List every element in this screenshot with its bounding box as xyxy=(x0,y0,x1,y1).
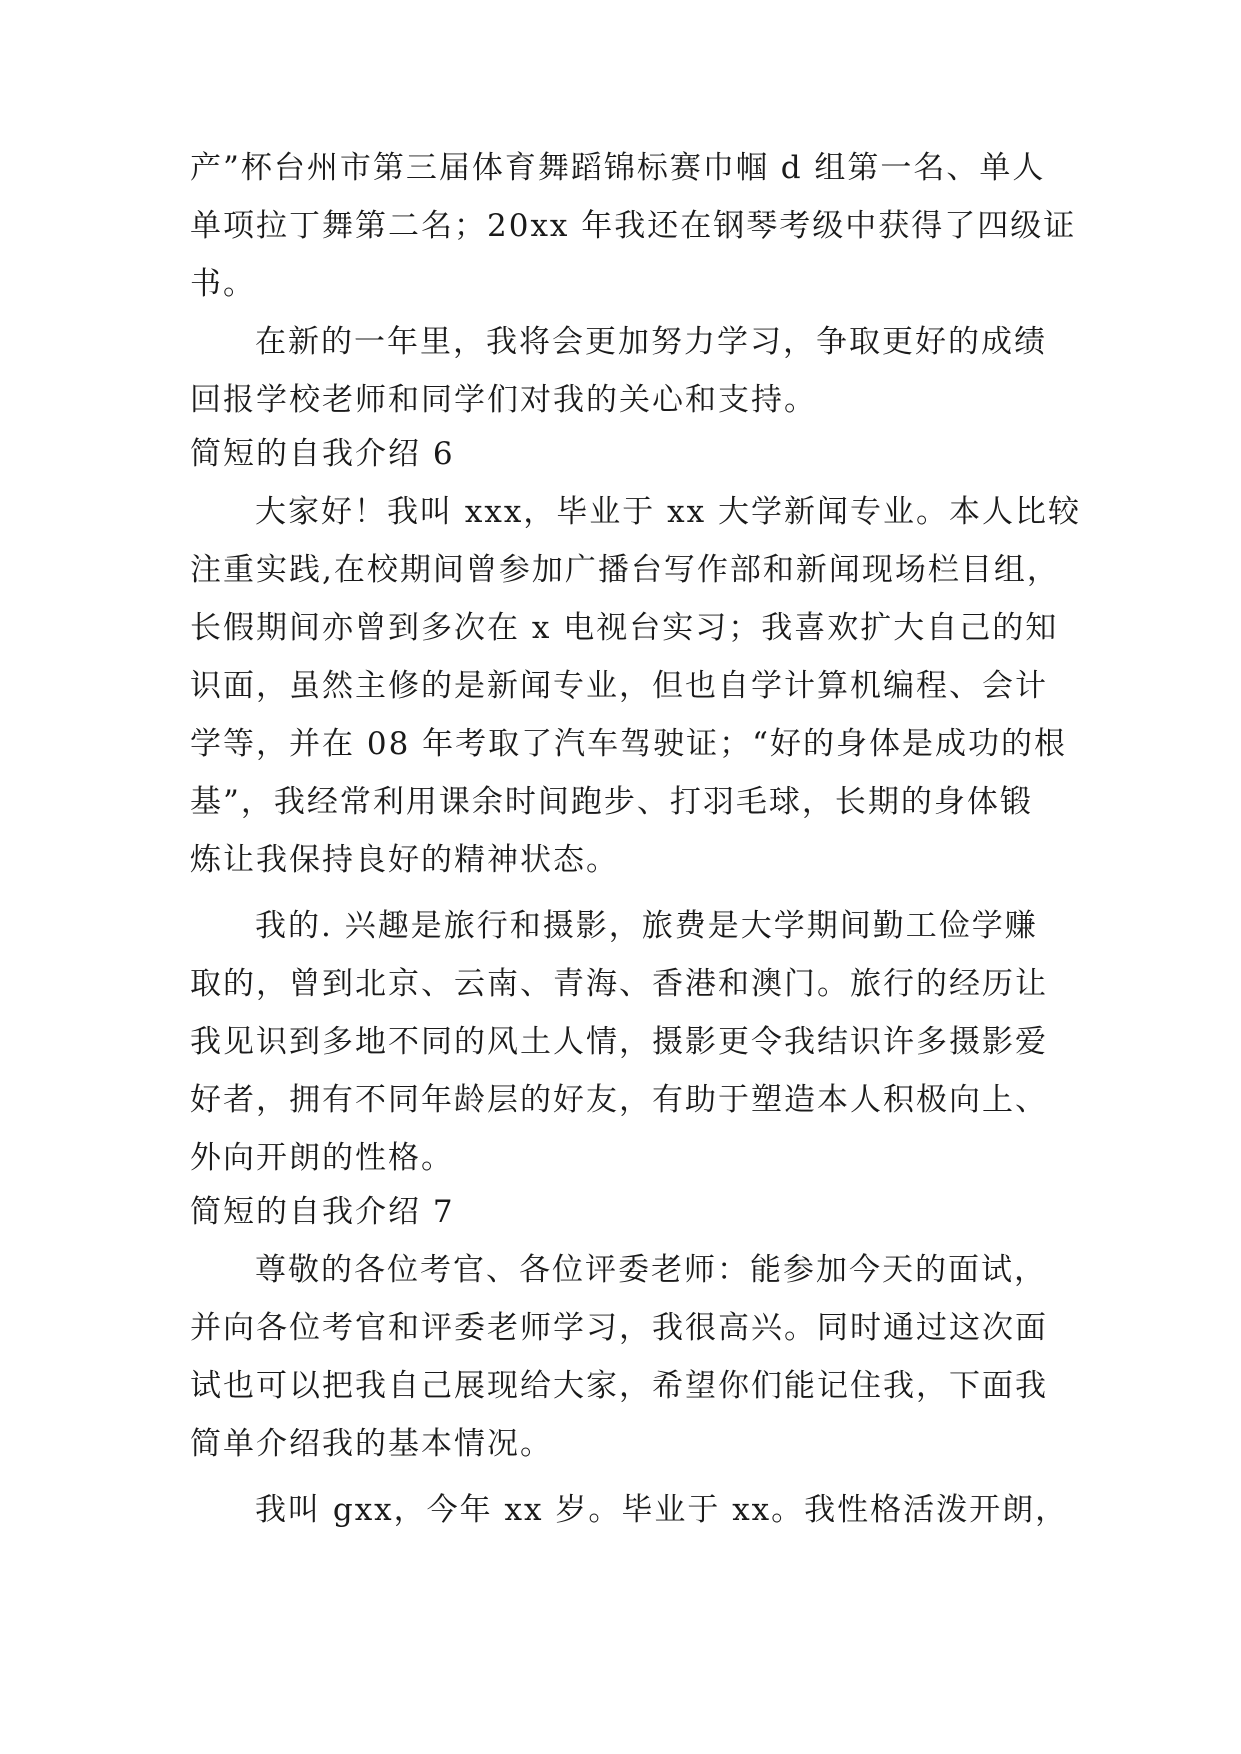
text-line: 注重实践,在校期间曾参加广播台写作部和新闻现场栏目组， xyxy=(190,552,1060,588)
text-line: 基”，我经常利用课余时间跑步、打羽毛球，长期的身体锻 xyxy=(190,784,1033,820)
text-line: 我见识到多地不同的风土人情，摄影更令我结识许多摄影爱 xyxy=(190,1024,1048,1060)
text-line: 试也可以把我自己展现给大家，希望你们能记住我，下面我 xyxy=(190,1368,1048,1404)
paragraph-first-line: 在新的一年里，我将会更加努力学习，争取更好的成绩 xyxy=(255,324,1047,360)
paragraph-first-line: 我的. 兴趣是旅行和摄影，旅费是大学期间勤工俭学赚 xyxy=(255,908,1038,944)
text-line: 并向各位考官和评委老师学习，我很高兴。同时通过这次面 xyxy=(190,1310,1048,1346)
text-line: 长假期间亦曾到多次在 x 电视台实习；我喜欢扩大自己的知 xyxy=(190,610,1059,646)
text-line: 外向开朗的性格。 xyxy=(190,1140,454,1176)
text-line: 单项拉丁舞第二名；20xx 年我还在钢琴考级中获得了四级证 xyxy=(190,208,1077,244)
paragraph-first-line: 我叫 gxx，今年 xx 岁。毕业于 xx。我性格活泼开朗， xyxy=(255,1492,1069,1528)
paragraph-first-line: 大家好！我叫 xxx，毕业于 xx 大学新闻专业。本人比较 xyxy=(255,494,1081,530)
text-line: 产”杯台州市第三届体育舞蹈锦标赛巾帼 d 组第一名、单人 xyxy=(190,150,1046,186)
text-line: 回报学校老师和同学们对我的关心和支持。 xyxy=(190,382,817,418)
text-line: 取的，曾到北京、云南、青海、香港和澳门。旅行的经历让 xyxy=(190,966,1048,1002)
section-heading: 简短的自我介绍 7 xyxy=(190,1194,455,1230)
text-line: 书。 xyxy=(190,266,256,302)
text-line: 炼让我保持良好的精神状态。 xyxy=(190,842,619,878)
text-line: 简单介绍我的基本情况。 xyxy=(190,1426,553,1462)
paragraph-first-line: 尊敬的各位考官、各位评委老师：能参加今天的面试， xyxy=(255,1252,1047,1288)
text-line: 好者，拥有不同年龄层的好友，有助于塑造本人积极向上、 xyxy=(190,1082,1048,1118)
text-line: 学等，并在 08 年考取了汽车驾驶证；“好的身体是成功的根 xyxy=(190,726,1067,762)
text-line: 识面，虽然主修的是新闻专业，但也自学计算机编程、会计 xyxy=(190,668,1048,704)
section-heading: 简短的自我介绍 6 xyxy=(190,436,455,472)
